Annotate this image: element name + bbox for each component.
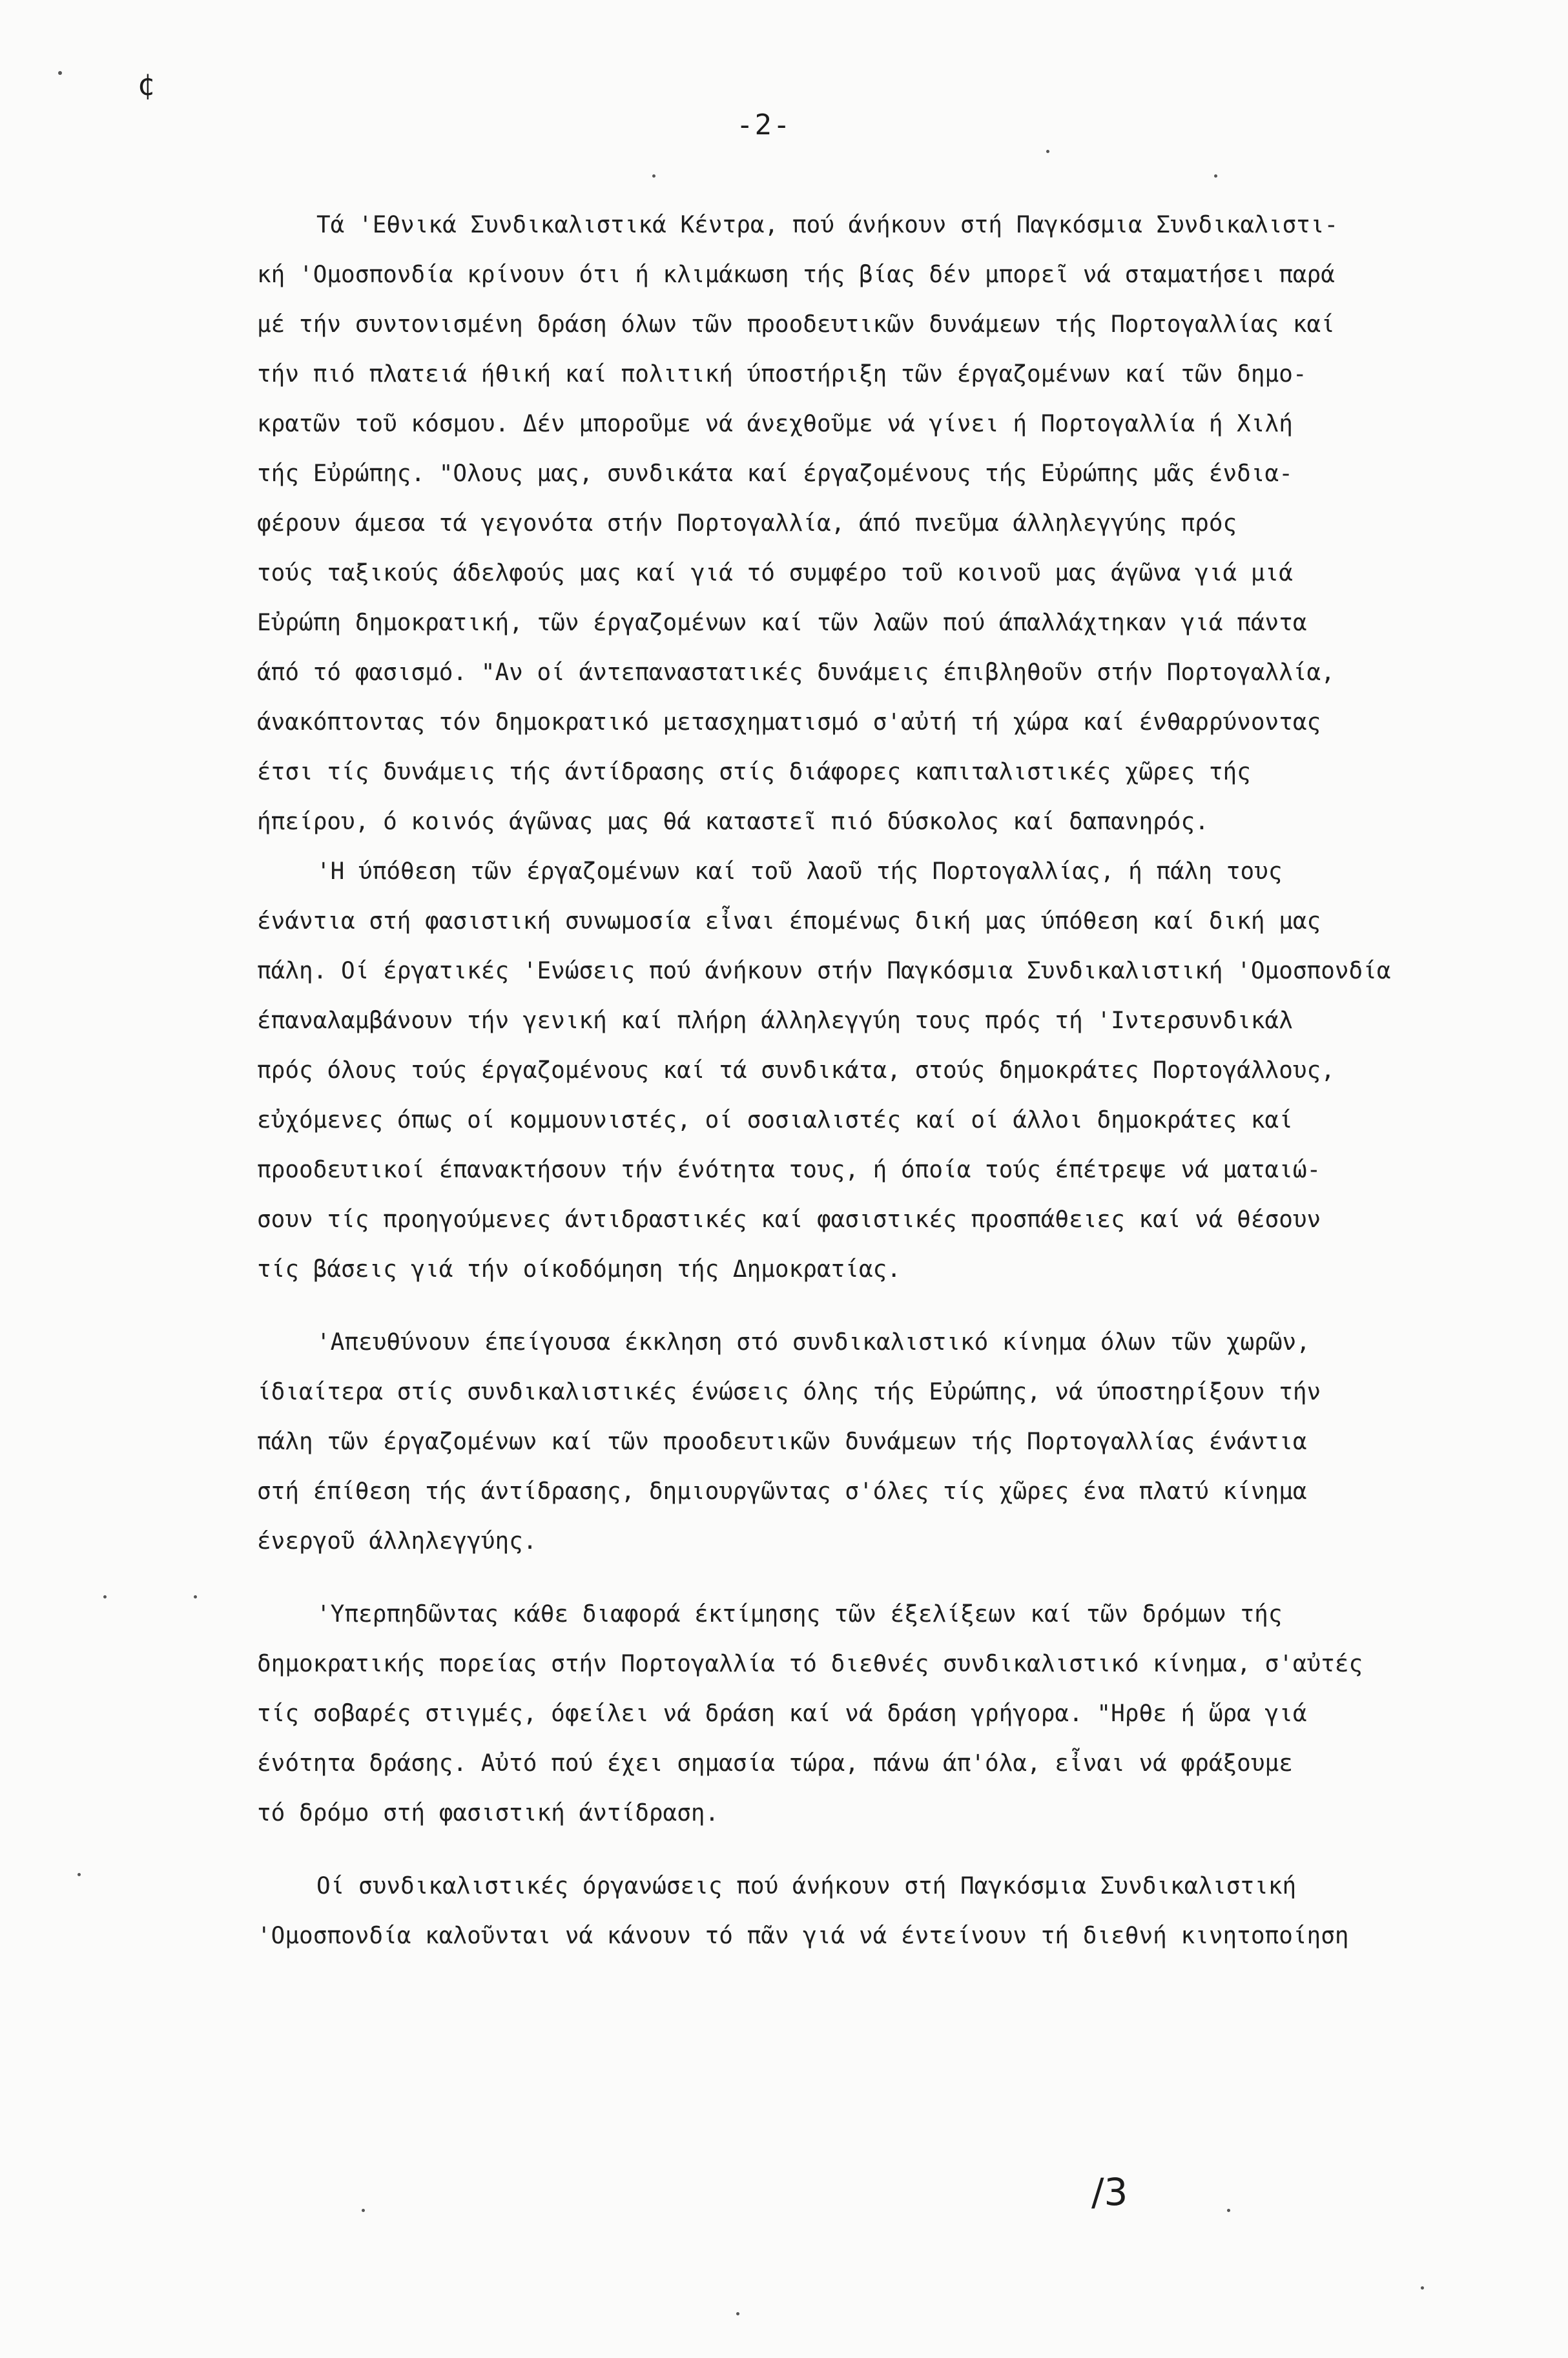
text-line: σουν τίς προηγούμενες άντιδραστικές καί φασιστικές προσπάθειες καί νά θέσουν	[257, 1206, 1321, 1233]
scan-speck	[652, 174, 655, 178]
text-line: δημοκρατικής πορείας στήν Πορτογαλλία τό διεθνές συνδικαλιστικό κίνημα, σ'αὐτές	[257, 1651, 1363, 1677]
text-line: φέρουν άμεσα τά γεγονότα στήν Πορτογαλλία, άπό πνεῦμα άλληλεγγύης πρός	[257, 510, 1237, 537]
document-body	[257, 200, 1484, 1961]
text-line: ένότητα δράσης. Αὐτό πού έχει σημασία τώρα, πάνω άπ'όλα, εἶναι νά φράξουμε	[257, 1750, 1293, 1777]
text-line: άπό τό φασισμό. "Αν οί άντεπαναστατικές δυνάμεις έπιβληθοῦν στήν Πορτογαλλία,	[257, 659, 1335, 686]
text-line: εὐχόμενες όπως οί κομμουνιστές, οί σοσιαλιστές καί οί άλλοι δημοκράτες καί	[257, 1107, 1293, 1133]
text-line: κρατῶν τοῦ κόσμου. Δέν μποροῦμε νά άνεχθοῦμε νά γίνει ή Πορτογαλλία ή Χιλή	[257, 411, 1293, 437]
text-line: μέ τήν συντονισμένη δράση όλων τῶν προοδευτικῶν δυνάμεων τής Πορτογαλλίας καί	[257, 311, 1335, 338]
text-line: έτσι τίς δυνάμεις τής άντίδρασης στίς διάφορες καπιταλιστικές χῶρες τής	[257, 759, 1251, 785]
text-line: πάλη. Οί έργατικές 'Ενώσεις πού άνήκουν στήν Παγκόσμια Συνδικαλιστική 'Ομοσπονδία	[257, 958, 1391, 984]
scan-speck	[194, 1595, 197, 1598]
scan-speck	[1227, 2209, 1230, 2212]
scan-speck	[77, 1873, 81, 1876]
page-number: -2-	[736, 109, 792, 141]
text-line: Οί συνδικαλιστικές όργανώσεις πού άνήκουν στή Παγκόσμια Συνδικαλιστική	[316, 1873, 1297, 1899]
text-line: προοδευτικοί έπανακτήσουν τήν ένότητα τους, ή όποία τούς έπέτρεψε νά ματαιώ-	[257, 1157, 1321, 1183]
text-line: ένάντια στή φασιστική συνωμοσία εἶναι έπομένως δική μας ύπόθεση καί δική μας	[257, 908, 1321, 935]
paragraph-2	[257, 847, 1484, 1294]
scan-speck	[103, 1595, 107, 1598]
text-line: τούς ταξικούς άδελφούς μας καί γιά τό συμφέρο τοῦ κοινοῦ μας άγῶνα γιά μιά	[257, 560, 1293, 586]
text-line: πρός όλους τούς έργαζομένους καί τά συνδικάτα, στούς δημοκράτες Πορτογάλλους,	[257, 1057, 1335, 1084]
text-line: άνακόπτοντας τόν δημοκρατικό μετασχηματισμό σ'αὐτή τή χώρα καί ένθαρρύνοντας	[257, 709, 1321, 736]
text-line: ίδιαίτερα στίς συνδικαλιστικές ένώσεις όλης τής Εὐρώπης, νά ύποστηρίξουν τήν	[257, 1379, 1321, 1405]
scan-speck	[736, 2312, 739, 2315]
scan-speck	[1046, 150, 1049, 153]
text-line: τίς βάσεις γιά τήν οίκοδόμηση τής Δημοκρατίας.	[257, 1256, 901, 1283]
paragraph-4	[257, 1589, 1484, 1838]
text-line: Εὐρώπη δημοκρατική, τῶν έργαζομένων καί τῶν λαῶν πού άπαλλάχτηκαν γιά πάντα	[257, 610, 1307, 636]
scan-speck	[58, 71, 62, 75]
text-line: 'Η ύπόθεση τῶν έργαζομένων καί τοῦ λαοῦ τής Πορτογαλλίας, ή πάλη τους	[316, 858, 1283, 885]
continuation-marker: /3	[1091, 2170, 1128, 2214]
text-line: 'Υπερπηδῶντας κάθε διαφορά έκτίμησης τῶν έξελίξεων καί τῶν δρόμων τής	[316, 1601, 1283, 1628]
text-line: έπαναλαμβάνουν τήν γενική καί πλήρη άλληλεγγύη τους πρός τή 'Ιντερσυνδικάλ	[257, 1008, 1293, 1034]
scan-speck	[362, 2209, 365, 2212]
scan-speck	[1214, 174, 1217, 178]
text-line: πάλη τῶν έργαζομένων καί τῶν προοδευτικῶν δυνάμεων τής Πορτογαλλίας ένάντια	[257, 1429, 1307, 1455]
text-line: στή έπίθεση τής άντίδρασης, δημιουργῶντας σ'όλες τίς χῶρες ένα πλατύ κίνημα	[257, 1478, 1307, 1505]
text-line: τίς σοβαρές στιγμές, όφείλει νά δράση καί νά δράση γρήγορα. "Ηρθε ή ὥρα γιά	[257, 1701, 1307, 1727]
corner-mark: ¢	[137, 67, 155, 102]
text-line: τήν πιό πλατειά ήθική καί πολιτική ύποστήριξη τῶν έργαζομένων καί τῶν δημο-	[257, 361, 1307, 388]
text-line: τό δρόμο στή φασιστική άντίδραση.	[257, 1800, 719, 1826]
text-line: ήπείρου, ό κοινός άγῶνας μας θά καταστεῖ πιό δύσκολος καί δαπανηρός.	[257, 809, 1209, 835]
text-line: 'Ομοσπονδία καλοῦνται νά κάνουν τό πᾶν γιά νά έντείνουν τή διεθνή κινητοποίηση	[257, 1923, 1349, 1949]
text-line: 'Απευθύνουν έπείγουσα έκκληση στό συνδικαλιστικό κίνημα όλων τῶν χωρῶν,	[316, 1329, 1310, 1356]
text-line: Τά 'Εθνικά Συνδικαλιστικά Κέντρα, πού άνήκουν στή Παγκόσμια Συνδικαλιστι-	[316, 212, 1339, 238]
scan-speck	[1421, 2286, 1424, 2290]
text-line: ένεργοῦ άλληλεγγύης.	[257, 1528, 537, 1555]
paragraph-3	[257, 1318, 1484, 1566]
paragraph-1	[257, 200, 1484, 847]
paragraph-5	[257, 1861, 1484, 1961]
text-line: τής Εὐρώπης. "Ολους μας, συνδικάτα καί έργαζομένους τής Εὐρώπης μᾶς ένδια-	[257, 460, 1293, 487]
text-line: κή 'Ομοσπονδία κρίνουν ότι ή κλιμάκωση τής βίας δέν μπορεῖ νά σταματήσει παρά	[257, 262, 1335, 288]
